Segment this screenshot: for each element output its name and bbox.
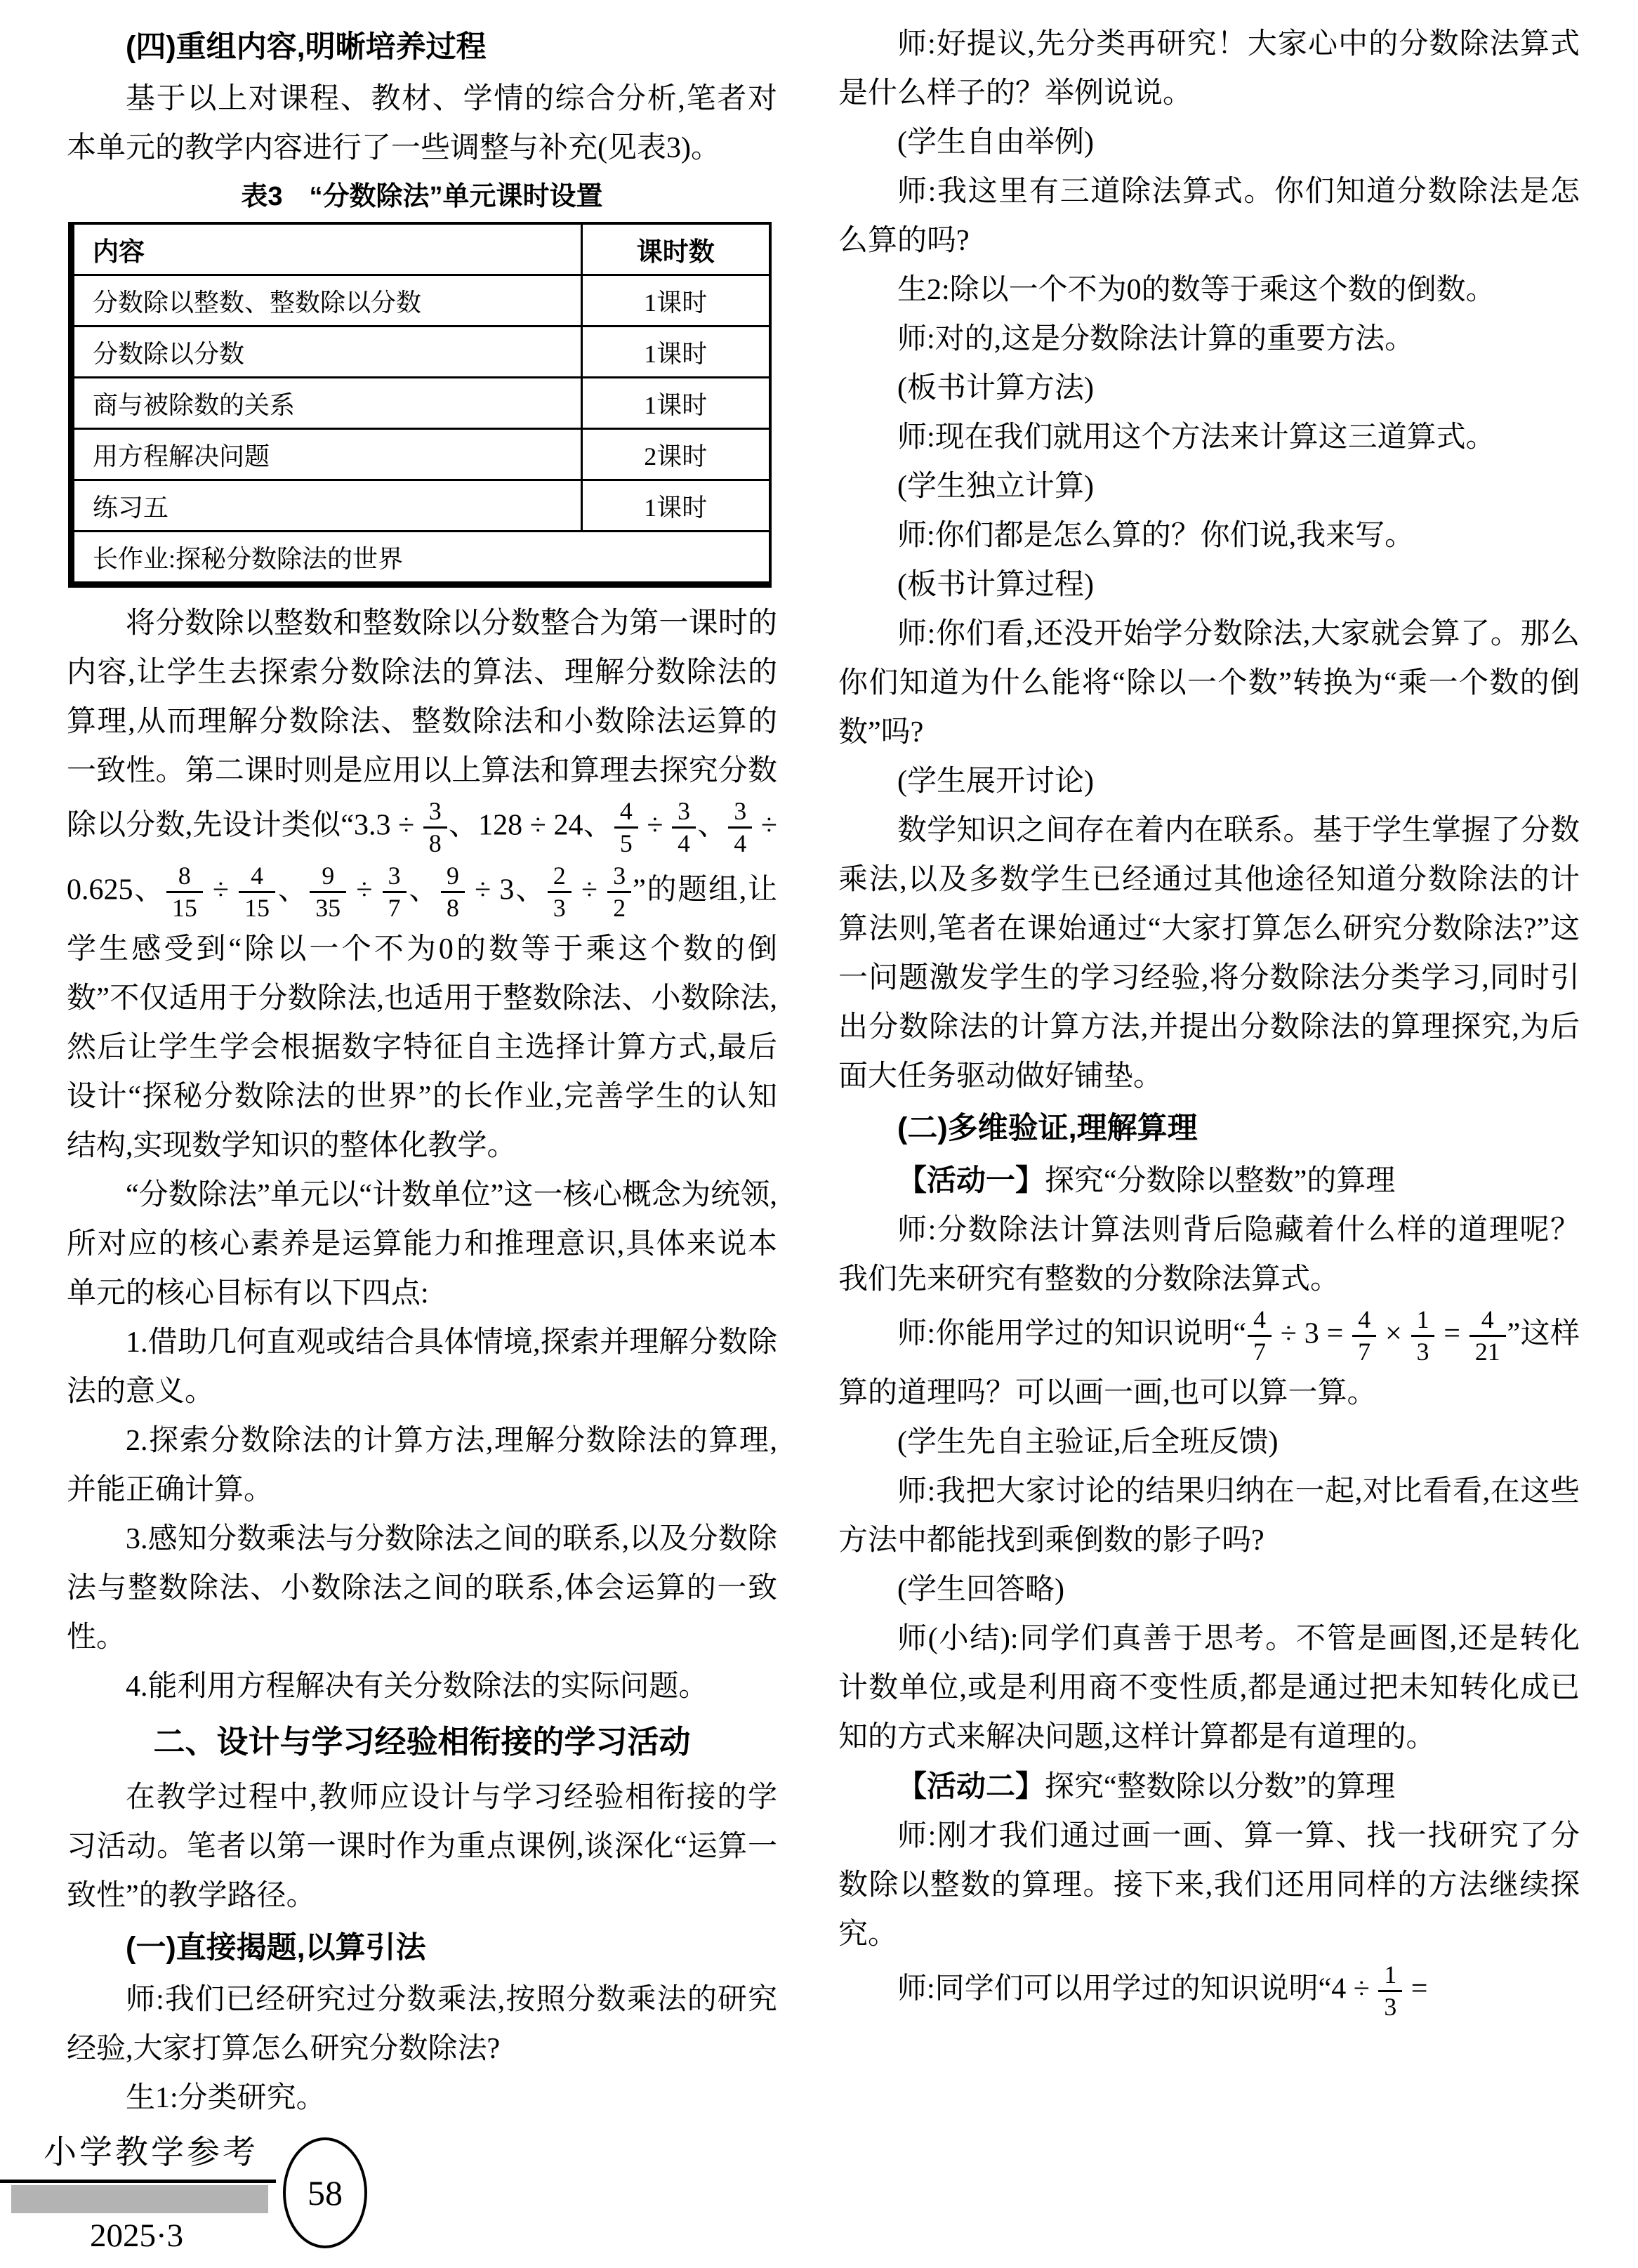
paragraph-core-concept: “分数除法”单元以“计数单位”这一核心概念为统领,所对应的核心素养是运算能力和推理意识,具体来说本单元的核心目标有以下四点: <box>67 1178 777 1310</box>
subsection-heading-direct: (一)直接揭题,以算引法 <box>126 1930 426 1965</box>
table-header-hours: 课时数 <box>581 223 770 275</box>
table-cell-content: 练习五 <box>72 480 582 532</box>
table-cell-hours: 1课时 <box>581 327 770 378</box>
activity-heading-2: 【活动二】探究“整数除以分数”的算理 <box>897 1769 1396 1803</box>
footer-gray-bar <box>11 2185 268 2213</box>
page-number-badge: 58 <box>283 2137 367 2248</box>
subsection-heading-verify: (二)多维验证,理解算理 <box>897 1112 1198 1145</box>
dialogue-teacher-equation: 师:你能用学过的知识说明“ $\frac{4}{7}$ ÷ 3 = $\frac{4}{7}$ × $\frac{1}{3}$ = $\frac{4}{21}$ ”这样算的道理吗？可以画一画,也可以算一算。 <box>838 1305 1580 1409</box>
fraction: $\frac{2}{3}$ <box>546 860 573 925</box>
goal-item-3: 3.感知分数乘法与分数除法之间的联系,以及分数除法与整数除法、小数除法之间的联系,体会运算的一致性。 <box>67 1522 777 1654</box>
fraction: $\frac{3}{4}$ <box>671 796 697 860</box>
table-cell-content: 分数除以整数、整数除以分数 <box>72 275 582 327</box>
stage-direction: (学生回答略) <box>897 1573 1064 1606</box>
dialogue-teacher-equation: 师:同学们可以用学过的知识说明“4 ÷ $\frac{1}{3}$ = <box>838 1959 1580 2024</box>
bold-label: 【活动一】 <box>897 1163 1045 1196</box>
dialogue-teacher: 师:你们看,还没开始学分数除法,大家就会算了。那么你们知道为什么能将“除以一个数”转换为“乘一个数的倒数”吗? <box>838 618 1580 749</box>
table-cell-hours: 1课时 <box>581 480 770 532</box>
paragraph-intro: 基于以上对课程、教材、学情的综合分析,笔者对本单元的教学内容进行了一些调整与补充(见表3)。 <box>67 83 777 164</box>
footer-divider-line <box>0 2180 276 2183</box>
section-heading-restructure: (四)重组内容,明晰培养过程 <box>126 30 487 64</box>
stage-direction: (学生独立计算) <box>897 470 1094 503</box>
footer-issue: 2025·3 <box>90 2217 184 2254</box>
fraction: $\frac{8}{15}$ <box>165 860 204 925</box>
table-cell-content: 用方程解决问题 <box>72 429 582 480</box>
right-column <box>838 20 1580 2024</box>
dialogue-teacher-summary: 师(小结):同学们真善于思考。不管是画图,还是转化计数单位,或是利用商不变性质,都是通过把未知转化成已知的方式来解决问题,这样计算都是有道理的。 <box>838 1622 1580 1753</box>
table-row <box>72 429 770 480</box>
dialogue-teacher: 师:我们已经研究过分数乘法,按照分数乘法的研究经验,大家打算怎么研究分数除法? <box>67 1983 777 2065</box>
table-header-row <box>72 223 770 275</box>
table-header-content: 内容 <box>72 223 582 275</box>
unit-schedule-table <box>68 222 772 588</box>
fraction: $\frac{4}{7}$ <box>1246 1304 1273 1369</box>
fraction: $\frac{1}{3}$ <box>1410 1304 1436 1369</box>
stage-direction: (板书计算过程) <box>897 569 1094 601</box>
goal-item-1: 1.借助几何直观或结合具体情境,探索并理解分数除法的意义。 <box>67 1326 777 1408</box>
goal-item-2: 2.探索分数除法的计算方法,理解分数除法的算理,并能正确计算。 <box>67 1424 777 1506</box>
dialogue-teacher: 师:现在我们就用这个方法来计算这三道算式。 <box>897 421 1495 454</box>
dialogue-teacher: 师:好提议,先分类再研究！大家心中的分数除法算式是什么样子的？举例说说。 <box>838 28 1580 110</box>
dialogue-teacher: 师:对的,这是分数除法计算的重要方法。 <box>897 323 1415 355</box>
fraction: $\frac{1}{3}$ <box>1377 1959 1403 2024</box>
fraction: $\frac{3}{4}$ <box>727 796 753 860</box>
paragraph-design: 在教学过程中,教师应设计与学习经验相衔接的学习活动。笔者以第一课时作为重点课例,谈深化“运算一致性”的教学路径。 <box>67 1781 777 1912</box>
section-heading-design: 二、设计与学习经验相衔接的学习活动 <box>153 1723 691 1760</box>
table-caption: 表3 “分数除法”单元课时设置 <box>241 182 603 211</box>
table-cell-content: 商与被除数的关系 <box>72 378 582 429</box>
stage-direction: (学生自由举例) <box>897 126 1094 159</box>
fraction: $\frac{4}{7}$ <box>1351 1304 1378 1369</box>
footer-journal-name: 小学教学参考 <box>44 2135 258 2171</box>
paragraph-restructure-detail: 将分数除以整数和整数除以分数整合为第一课时的内容,让学生去探索分数除法的算法、理解分数除法的算理,从而理解分数除法、整数除法和小数除法运算的一致性。第二课时则是应用以上算法和算理去探究分数除以分数,先设计类似“3.3 ÷ $\frac{3}{8}$ 、128 ÷ 24、 $\frac{4}{5}$ ÷ $\frac{3}{4}$ 、 $\frac{3}{4}$ ÷ 0.625、 $\frac{8}{15}$ ÷ $\frac{4}{15}$ 、 $\frac{9}{35}$ ÷ $\frac{3}{7}$ 、 $\frac{9}{8}$ ÷ 3、 $\frac{2}{3}$ ÷ $\frac{3}{2}$ ”的题组,让学生感受到“除以一个不为0的数等于乘这个数的倒数”不仅适用于分数除法,也适用于整数除法、小数除法,然后让学生学会根据数字特征自主选择计算方式,最后设计“探秘分数除法的世界”的长作业,完善学生的认知结构,实现数学知识的整体化教学。 <box>67 607 777 1162</box>
table-row <box>72 480 770 532</box>
activity-heading-1: 【活动一】探究“分数除以整数”的算理 <box>897 1163 1396 1197</box>
table-row <box>72 378 770 429</box>
fraction: $\frac{4}{21}$ <box>1468 1304 1507 1369</box>
fraction: $\frac{3}{7}$ <box>381 860 408 925</box>
fraction: $\frac{3}{2}$ <box>606 860 633 925</box>
dialogue-student: 生1:分类研究。 <box>126 2081 326 2114</box>
fraction: $\frac{9}{8}$ <box>440 860 466 925</box>
table-row <box>72 275 770 327</box>
table-row <box>72 327 770 378</box>
stage-direction: (板书计算方法) <box>897 372 1094 404</box>
dialogue-teacher: 师:分数除法计算法则背后隐藏着什么样的道理呢？我们先来研究有整数的分数除法算式。 <box>838 1214 1580 1295</box>
table-cell-long-assignment: 长作业:探秘分数除法的世界 <box>72 532 770 585</box>
fraction: $\frac{4}{15}$ <box>237 860 277 925</box>
dialogue-teacher: 师:刚才我们通过画一画、算一算、找一找研究了分数除以整数的算理。接下来,我们还用同样的方法继续探究。 <box>838 1819 1580 1951</box>
fraction: $\frac{3}{8}$ <box>422 796 449 860</box>
dialogue-teacher: 师:你们都是怎么算的？你们说,我来写。 <box>897 520 1415 552</box>
goal-item-4: 4.能利用方程解决有关分数除法的实际问题。 <box>126 1670 708 1703</box>
left-column <box>67 20 777 2123</box>
stage-direction: (学生展开讨论) <box>897 765 1094 798</box>
table-cell-hours: 1课时 <box>581 378 770 429</box>
bold-label: 【活动二】 <box>897 1769 1045 1802</box>
table-merged-row <box>72 532 770 585</box>
table-cell-hours: 2课时 <box>581 429 770 480</box>
dialogue-teacher: 师:我把大家讨论的结果归纳在一起,对比看看,在这些方法中都能找到乘倒数的影子吗? <box>838 1475 1580 1557</box>
dialogue-student: 生2:除以一个不为0的数等于乘这个数的倒数。 <box>897 274 1495 306</box>
dialogue-teacher: 师:我这里有三道除法算式。你们知道分数除法是怎么算的吗? <box>838 176 1580 257</box>
table-cell-content: 分数除以分数 <box>72 327 582 378</box>
fraction: $\frac{4}{5}$ <box>613 796 640 860</box>
stage-direction: (学生先自主验证,后全班反馈) <box>897 1425 1279 1458</box>
paragraph-knowledge-link: 数学知识之间存在着内在联系。基于学生掌握了分数乘法,以及多数学生已经通过其他途径知道分数除法的计算法则,笔者在课始通过“大家打算怎么研究分数除法?”这一问题激发学生的学习经验,将分数除法分类学习,同时引出分数除法的计算方法,并提出分数除法的算理探究,为后面大任务驱动做好铺垫。 <box>838 815 1580 1093</box>
table-cell-hours: 1课时 <box>581 275 770 327</box>
fraction: $\frac{9}{35}$ <box>308 860 348 925</box>
